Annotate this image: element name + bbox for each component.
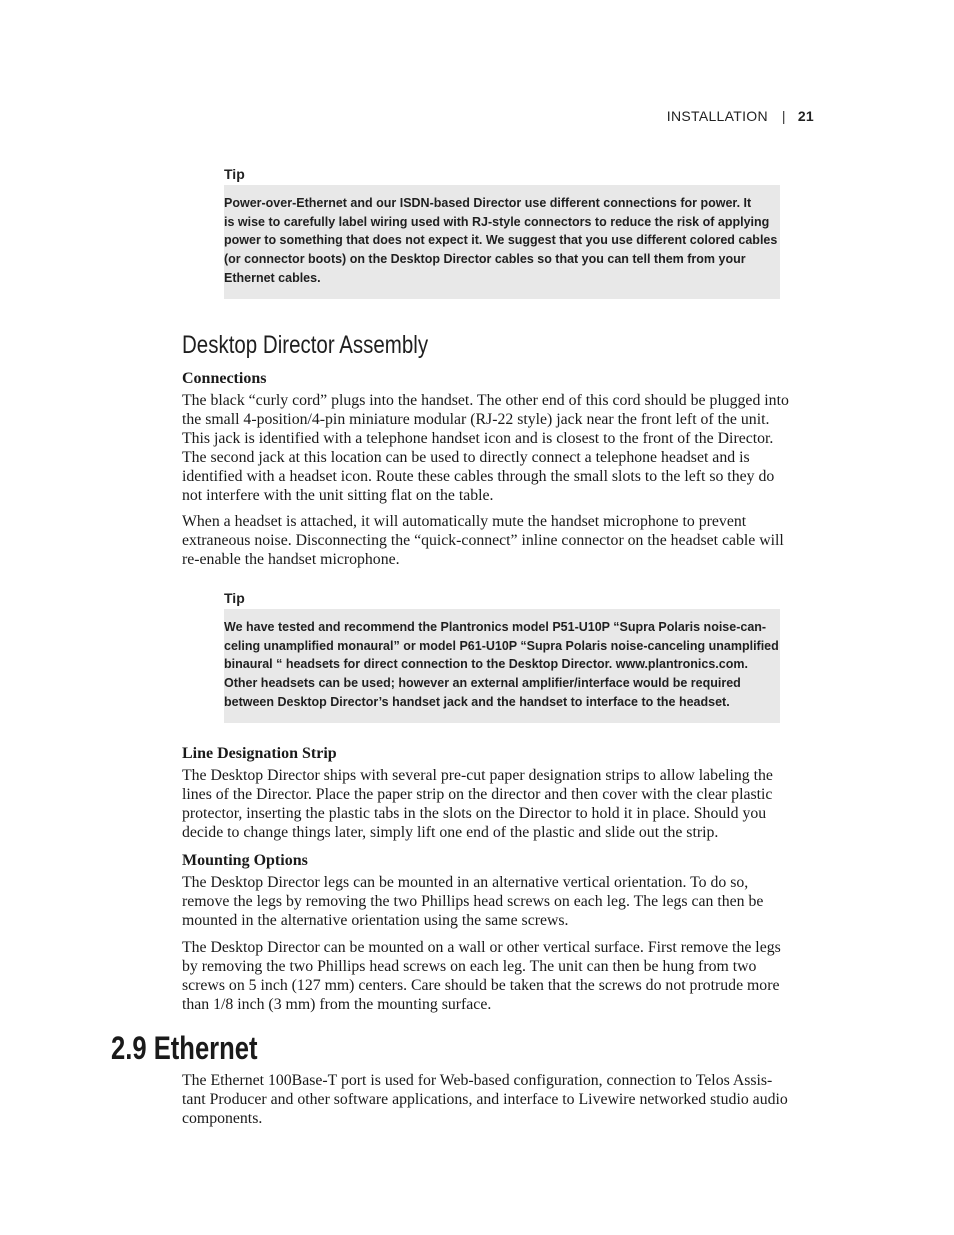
chapter-heading: 2.9 Ethernet [111,1030,258,1066]
text-line: than 1/8 inch (3 mm) from the mounting surface. [182,995,492,1013]
tip-box [224,609,780,723]
tip-line: power to something that does not expect it. We suggest that you use different colored cables [224,233,778,248]
mounting-paragraph-1 [182,874,763,931]
section-title: Desktop Director Assembly [182,331,429,359]
tip-line: (or connector boots) on the Desktop Director cables so that you can tell them from your [224,252,746,267]
line-strip-paragraph [182,767,773,843]
text-line: remove the legs by removing the two Phillips head screws on each leg. The legs can then be [182,892,764,910]
header-separator: | [781,108,786,124]
connections-heading: Connections [182,370,267,387]
tip-line: We have tested and recommend the Plantronics model P51-U10P “Supra Polaris noise-can- [224,620,767,634]
text-line: extraneous noise. Disconnecting the “quick-connect” inline connector on the headset cable will [182,531,784,549]
text-line: The second jack at this location can be used to directly connect a telephone headset and is [182,448,750,466]
page-number: 21 [797,108,814,124]
running-header [667,108,814,124]
text-line: the small 4-position/4-pin miniature modular (RJ-22 style) jack near the front left of the unit. [182,410,770,428]
text-line: tant Producer and other software applications, and interface to Livewire networked studio audio [182,1090,788,1108]
tip-line: Other headsets can be used; however an external amplifier/interface would be required [224,676,741,691]
header-section: INSTALLATION [666,108,768,124]
tip-label: Tip [224,166,245,182]
text-line: protector, inserting the plastic tabs in the slots on the Director to hold it in place. Should you [182,804,767,822]
line-strip-heading: Line Designation Strip [182,745,337,762]
text-line: identified with a headset icon. Route these cables through the small slots to the left so they do [182,467,775,485]
connections-paragraph-1 [182,392,789,505]
mounting-paragraph-2 [182,939,781,1015]
text-line: This jack is identified with a telephone handset icon and is closest to the front of the Director. [182,429,774,447]
text-line: re-enable the handset microphone. [182,550,400,568]
text-line: components. [182,1109,263,1127]
text-line: by removing the two Phillips head screws on each leg. The unit can then be hung from two [182,957,757,975]
tip-line: celing unamplified monaural” or model P61-U10P “Supra Polaris noise-canceling unamplified [224,638,779,653]
text-line: mounted in the alternative orientation using the same screws. [182,911,569,929]
tip-box [224,185,780,299]
tip-line: binaural “ headsets for direct connection to the Desktop Director. www.plantronics.com. [224,657,748,672]
mounting-heading: Mounting Options [182,852,308,869]
text-line: The Desktop Director ships with several pre-cut paper designation strips to allow labeling the [182,767,773,784]
text-line: not interfere with the unit sitting flat on the table. [182,486,494,504]
text-line: The black “curly cord” plugs into the handset. The other end of this cord should be plugged into [182,392,789,409]
text-line: screws on 5 inch (127 mm) centers. Care should be taken that the screws do not protrude more [182,976,780,994]
tip-line: Ethernet cables. [224,270,321,285]
text-line: The Ethernet 100Base-T port is used for Web-based configuration, connection to Telos Assis- [182,1072,773,1089]
text-line: When a headset is attached, it will automatically mute the handset microphone to prevent [182,513,747,530]
tip-label: Tip [224,590,245,606]
ethernet-paragraph [182,1072,788,1129]
text-line: The Desktop Director legs can be mounted in an alternative vertical orientation. To do so, [182,874,749,891]
connections-paragraph-2 [182,513,784,570]
text-line: lines of the Director. Place the paper strip on the director and then cover with the clear plastic [182,785,773,803]
text-line: decide to change things later, simply lift one end of the plastic and slide out the strip. [182,823,719,841]
text-line: The Desktop Director can be mounted on a wall or other vertical surface. First remove the legs [182,939,781,956]
tip-line: Power-over-Ethernet and our ISDN-based Director use different connections for power. It [224,196,752,210]
tip-line: between Desktop Director’s handset jack and the handset to interface to the headset. [224,694,730,709]
tip-line: is wise to carefully label wiring used with RJ-style connectors to reduce the risk of applying [224,214,770,229]
